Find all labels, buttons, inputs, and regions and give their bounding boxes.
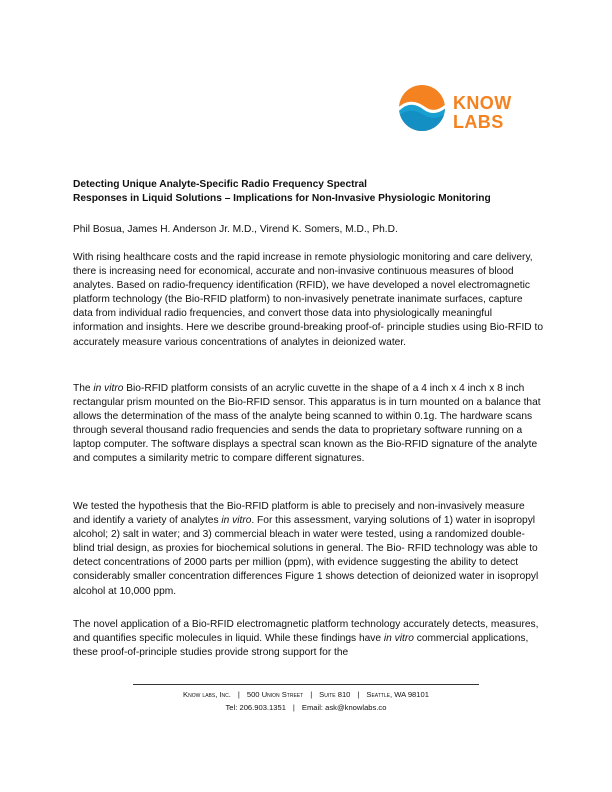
document-title (73, 178, 553, 206)
footer-city: Seattle, WA 98101 (366, 690, 429, 699)
paragraph-hypothesis (73, 500, 543, 599)
logo-mark-icon (396, 82, 448, 134)
logo-line-2: LABS (453, 112, 504, 132)
p2-text-a: The (73, 383, 94, 394)
p3-italic: in vitro (221, 515, 252, 527)
footer-tel: 206.903.1351 (239, 703, 286, 712)
footer-separator: | (357, 690, 360, 699)
footer-address (100, 689, 512, 700)
footer-separator: | (292, 703, 295, 712)
footer-company: Know labs, Inc. (183, 690, 231, 699)
p4-text-a: The novel application of a Bio-RFID electromagnetic platform technology accurately detects, measures, and quantifies specific molecules in liquid. While these findings have (73, 619, 539, 645)
know-labs-logo (396, 82, 526, 140)
paragraph-platform (73, 382, 543, 467)
footer-divider (133, 684, 479, 685)
paragraph-application (73, 618, 543, 660)
footer-street: 500 Union Street (246, 690, 304, 699)
p2-text-b: Bio-RFID platform consists of an acrylic cuvette in the shape of a 4 inch x 4 inch x 8 inch rectangular prism mounted on the Bio-RFID sensor. This apparatus is in turn mounted on a balance that allows the determination of the mass of the analyte being scanned to within 0.1g. The hardware scans through several thousand radio frequencies and sends the data to proprietary software running on a laptop computer. The software displays a spectral scan known as the Bio-RFID signature of the analyte and computes a similarity metric to compare different signatures. (73, 383, 541, 465)
footer-suite: Suite 810 (319, 690, 351, 699)
title-line-1: Detecting Unique Analyte-Specific Radio Frequency Spectral (73, 179, 367, 190)
paragraph-intro: With rising healthcare costs and the rapid increase in remote physiologic monitoring and care delivery, there is increasing need for economical, accurate and non-invasive continuous measures of blood analytes. Based on radio-frequency identification (RFID), we have developed a novel electromagnetic platform technology (the Bio-RFID platform) to non-invasively penetrate inanimate surfaces, capture data from individual radio frequencies, and convert those data into physiologically meaningful information and insights. Here we describe ground-breaking proof-of- principle studies using Bio-RFID to accurately measure various concentrations of analytes in deionized water. (73, 252, 543, 348)
footer-separator: | (237, 690, 240, 699)
footer-contact (100, 702, 512, 713)
footer-separator: | (310, 690, 313, 699)
title-line-2: Responses in Liquid Solutions – Implications for Non-Invasive Physiologic Monitoring (73, 193, 491, 204)
p4-text-b: commercial applications, these proof-of-principle studies provide strong support for the (73, 633, 529, 659)
footer-email-label: Email: (301, 703, 324, 712)
p2-italic: in vitro (93, 383, 124, 394)
logo-wordmark (453, 94, 512, 132)
p4-italic: in vitro (383, 633, 414, 645)
footer-tel-label: Tel: (225, 703, 238, 712)
footer-email[interactable]: ask@knowlabs.co (325, 703, 387, 712)
p3-text-b: . For this assessment, varying solutions of 1) water in isopropyl alcohol; 2) salt in water; and 3) commercial bleach in water were tested, using a randomized double-blind trial design, as proxies for biochemical solutions in general. The Bio- RFID technology was able to detect concentrations of 2000 parts per million (ppm), with evidence suggesting the ability to detect considerably smaller concentration differences Figure 1 shows detection of deionized water in isopropyl alcohol at 10,000 ppm. (73, 515, 539, 597)
author-list: Phil Bosua, James H. Anderson Jr. M.D., Virend K. Somers, M.D., Ph.D. (73, 224, 398, 235)
p3-text-a: We tested the hypothesis that the Bio-RFID platform is able to precisely and non-invasively measure and identify a variety of analytes (73, 501, 525, 527)
logo-line-1: KNOW (453, 93, 512, 113)
